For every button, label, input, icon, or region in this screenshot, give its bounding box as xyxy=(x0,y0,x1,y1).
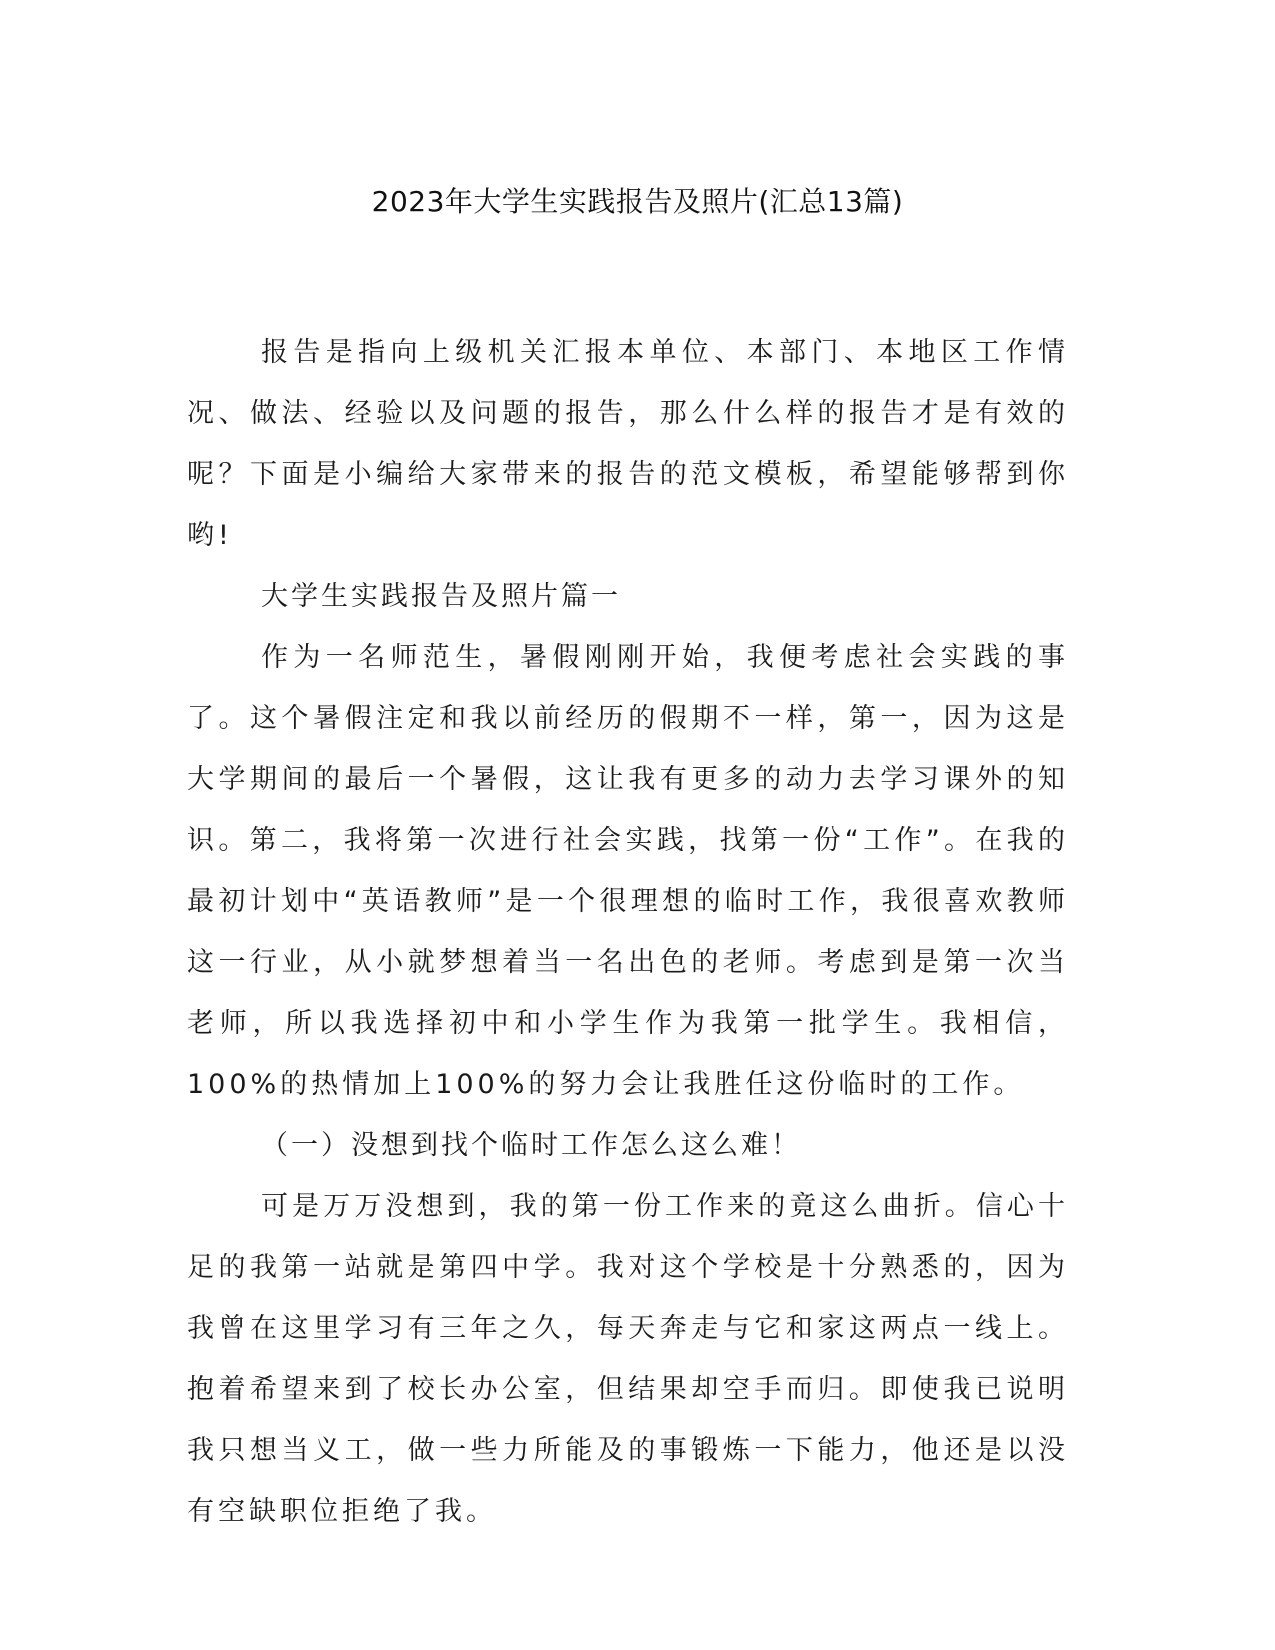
body-paragraph: 作为一名师范生，暑假刚刚开始，我便考虑社会实践的事了。这个暑假注定和我以前经历的假期不一样，第一，因为这是大学期间的最后一个暑假，这让我有更多的动力去学习课外的知识。第二，我将第一次进行社会实践，找第一份“工作”。在我的最初计划中“英语教师”是一个很理想的临时工作，我很喜欢教师这一行业，从小就梦想着当一名出色的老师。考虑到是第一次当老师，所以我选择初中和小学生作为我第一批学生。我相信，100%的热情加上100%的努力会让我胜任这份临时的工作。 xyxy=(187,642,1069,1100)
body-paragraph: 可是万万没想到，我的第一份工作来的竟这么曲折。信心十足的我第一站就是第四中学。我对这个学校是十分熟悉的，因为我曾在这里学习有三年之久，每天奔走与它和家这两点一线上。抱着希望来到了校长办公室，但结果却空手而归。即使我已说明我只想当义工，做一些力所能及的事锻炼一下能力，他还是以没有空缺职位拒绝了我。 xyxy=(187,1191,1069,1527)
subsection-heading: （一）没想到找个临时工作怎么这么难！ xyxy=(261,1130,801,1161)
document-body xyxy=(187,322,1069,1542)
document-title: 2023年大学生实践报告及照片(汇总13篇) xyxy=(371,185,904,218)
intro-paragraph: 报告是指向上级机关汇报本单位、本部门、本地区工作情况、做法、经验以及问题的报告，那么什么样的报告才是有效的呢？下面是小编给大家带来的报告的范文模板，希望能够帮到你哟! xyxy=(187,337,1069,551)
section-heading: 大学生实践报告及照片篇一 xyxy=(261,581,621,612)
